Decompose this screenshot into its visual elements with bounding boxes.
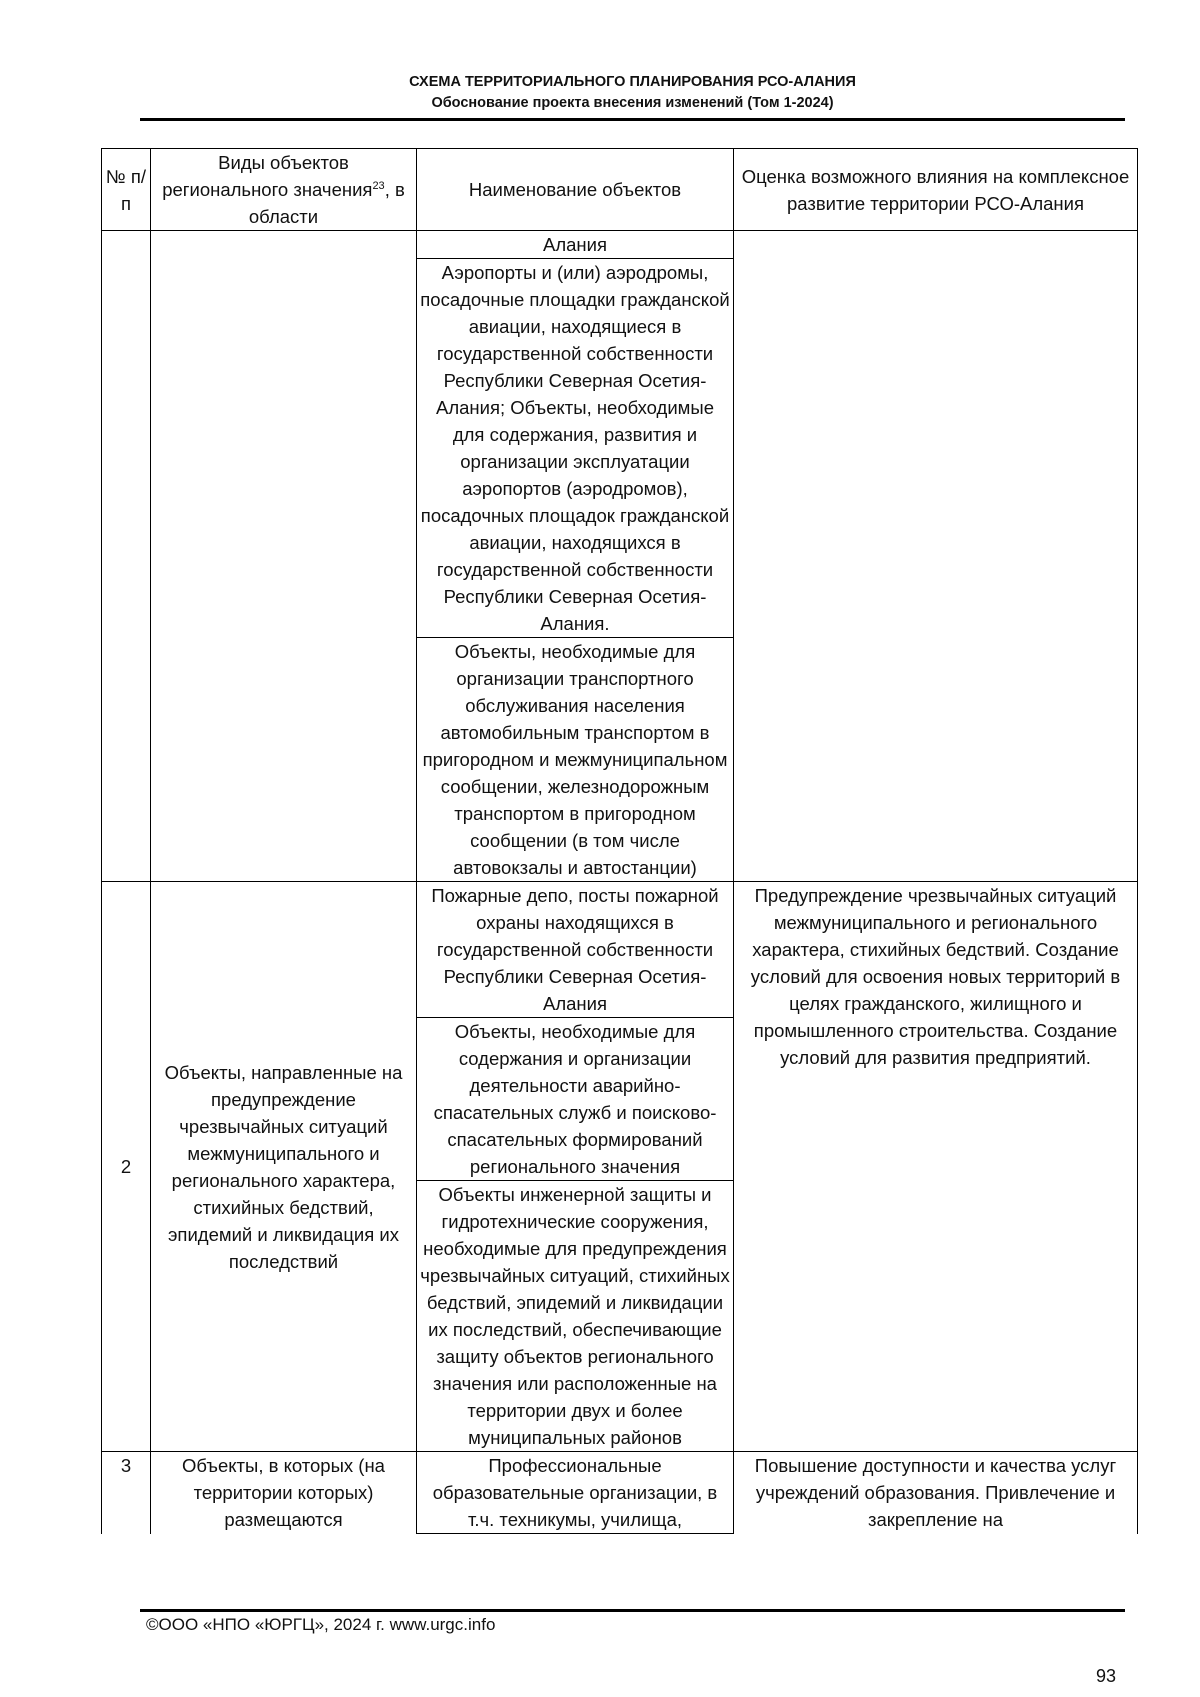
cell-assessment: Повышение доступности и качества услуг учреждений образования. Привлечение и закрепление на	[734, 1452, 1138, 1534]
cell-name: Аэропорты и (или) аэродромы, посадочные площадки гражданской авиации, находящиеся в государственной собственности Республики Северная Осетия-Алания; Объекты, необходимые для содержания, развития и организации эксплуатации аэропортов (аэродромов), посадочных площадок гражданской авиации, находящихся в государственной собственности Республики Северная Осетия-Алания.	[417, 259, 734, 638]
cell-assessment: Предупреждение чрезвычайных ситуаций межмуниципального и регионального характера, стихийных бедствий. Создание условий для освоения новых территорий в целях гражданского, жилищного и промышленного строительства. Создание условий для развития предприятий.	[734, 882, 1138, 1452]
table-row-continued	[102, 231, 1138, 259]
table-header-row	[102, 149, 1138, 231]
cell-name: Алания	[417, 231, 734, 259]
col-header-kind	[151, 149, 417, 231]
col-header-num: № п/п	[102, 149, 151, 231]
document-header	[140, 72, 1125, 114]
objects-table	[101, 148, 1138, 1534]
cell-num: 3	[102, 1452, 151, 1534]
footer-rule	[140, 1609, 1125, 1612]
table-row	[102, 1452, 1138, 1534]
cell-kind: Объекты, в которых (на территории которых) размещаются	[151, 1452, 417, 1534]
cell-name: Объекты, необходимые для содержания и организации деятельности аварийно-спасательных служб и поисково-спасательных формирований регионального значения	[417, 1018, 734, 1181]
cell-name: Профессиональные образовательные организации, в т.ч. техникумы, училища,	[417, 1452, 734, 1534]
cell-num: 2	[102, 882, 151, 1452]
cell-kind-continued	[151, 231, 417, 882]
cell-assessment-continued	[734, 231, 1138, 882]
page-number: 93	[1095, 1666, 1116, 1686]
cell-kind: Объекты, направленные на предупреждение чрезвычайных ситуаций межмуниципального и регионального характера, стихийных бедствий, эпидемий и ликвидация их последствий	[151, 882, 417, 1452]
header-rule	[140, 118, 1125, 121]
footnote-ref: 23	[372, 179, 385, 192]
header-subtitle: Обоснование проекта внесения изменений (Том 1-2024)	[431, 95, 834, 111]
col-header-assessment: Оценка возможного влияния на комплексное развитие территории РСО-Алания	[734, 149, 1138, 231]
header-title: СХЕМА ТЕРРИТОРИАЛЬНОГО ПЛАНИРОВАНИЯ РСО-АЛАНИЯ	[409, 74, 856, 90]
footer-copyright: ©ООО «НПО «ЮРГЦ», 2024 г. www.urgc.info	[146, 1615, 496, 1634]
col-header-kind-suffix: , в области	[248, 179, 405, 227]
table-row	[102, 882, 1138, 1018]
cell-name: Пожарные депо, посты пожарной охраны находящихся в государственной собственности Республики Северная Осетия-Алания	[417, 882, 734, 1018]
cell-name: Объекты, необходимые для организации транспортного обслуживания населения автомобильным транспортом в пригородном и межмуниципальном сообщении, железнодорожным транспортом в пригородном сообщении (в том числе автовокзалы и автостанции)	[417, 638, 734, 882]
col-header-name: Наименование объектов	[417, 149, 734, 231]
cell-name: Объекты инженерной защиты и гидротехнические сооружения, необходимые для предупреждения чрезвычайных ситуаций, стихийных бедствий, эпидемий и ликвидации их последствий, обеспечивающие защиту объектов регионального значения или расположенные на территории двух и более муниципальных районов	[417, 1181, 734, 1452]
cell-num-continued	[102, 231, 151, 882]
col-header-kind-text: Виды объектов регионального значения	[162, 152, 373, 200]
